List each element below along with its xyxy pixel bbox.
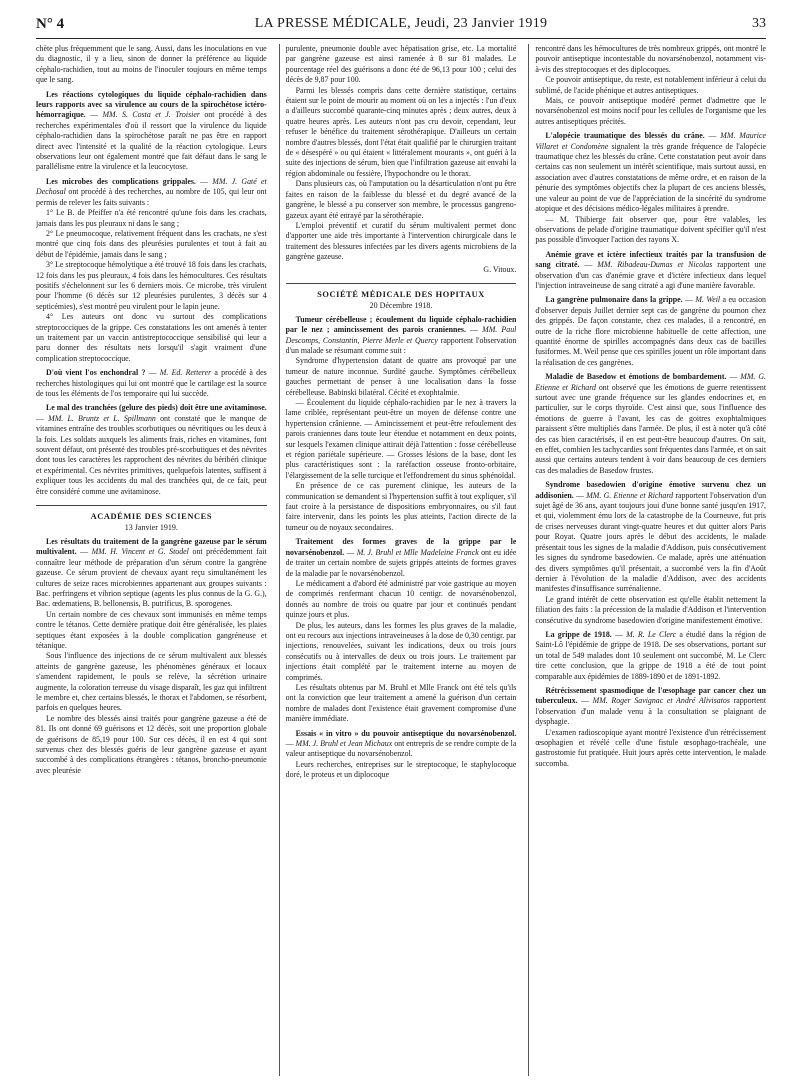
article-title: Les réactions cytologiques du liquide céphalo-rachidien dans leurs rapports avec sa virulence au cours de la spirochétose ictéro-hémorragique.	[36, 89, 267, 120]
article-title: Les résultats du traitement de la gangrène gazeuse par le sérum multivalent.	[36, 536, 267, 557]
column-1	[36, 44, 267, 1076]
section-title: SOCIÉTÉ MÉDICALE DES HOPITAUX	[286, 283, 517, 300]
article-os-enchondral: D'où vient l'os enchondral ? — M. Ed. Retterer a procédé à des recherches histologiques qui lui ont montré que le cartilage est la source de tous les éléments de l'os temporaire qui lui succède.	[36, 368, 267, 398]
article-title: La gangrène pulmonaire dans la grippe.	[545, 295, 683, 305]
article-text: ont observé que les émotions de guerre retentissent surtout avec une grande fréquence sur les glandes endocrines et, en particulier, sur le corps thyroïde. C'est ainsi que, sous l'influence des émotions de guerre à l'avant, les cas de goitres exophtalmiques paraissent s'être multipliés dans l'armée. De plus, il est à noter qu'à côté des cas bien caractérisés, il en est peut-être beaucoup d'autres. On sait, en effet, combien les tachycardies sont fréquentes dans l'armée, et on sait aussi que certains auteurs tendent à voir dans beaucoup de ces derniers cas des maladies de Basedow frustes.	[535, 382, 767, 475]
paragraph: 1° Le B. de Pfeiffer n'a été rencontré qu'une fois dans les crachats, jamais dans les pus pleuraux ni dans le sang ;	[36, 208, 267, 228]
article-authors: MM. J. Bruhl et Jean Michaux	[295, 739, 393, 748]
paragraph: Syndrome d'hypertension datant de quatre ans provoqué par une tumeur de nature inconnue. Surdité gauche. Symptômes cérébelleux gauches permettant de penser à une localisation dans la fosse cérébelleuse. Babinski bilatéral. Cécité et exophtalmie.	[285, 356, 517, 397]
article-authors: MM. Ribadeau-Dumas et Nicolas	[597, 260, 713, 270]
article-authors: M. J. Bruhl et Mlle Madeleine Franck	[356, 547, 479, 557]
article-authors: MM. Maurice Villaret et Condomène	[535, 131, 767, 151]
article-authors: MM. S. Costa et J. Troisier	[102, 110, 200, 120]
article-text: rapportent l'observation d'un sujet âgé de 36 ans, ayant toujours joui d'une bonne santé jusqu'en 1917, et qui, violemment ému lors de la catastrophe de la Courneuve, fut pris de crises nerveuses durant vingt-quatre heures et dut quitter alors Paris pour Royat. Quatre jours après le début des accidents, le malade présentait tous les signes de la maladie d'Addison, puis consécutivement les signes du syndrome basedowien. Ce malade, après une atténuation des divers symptômes qu'il présentait, a succombé vers la fin d'Août dernier à l'évolution de la maladie d'Addison, avec des accidents manifestes d'insuffisance surrénalienne.	[535, 490, 767, 594]
article-title: L'alopécie traumatique des blessés du crâne.	[545, 131, 705, 141]
article-title: Syndrome basedowien d'origine émotive survenu chez un addisonien.	[535, 480, 767, 500]
article-authors: MM. L. Bruntz et L. Spillmann	[48, 413, 156, 423]
paragraph: Sous l'influence des injections de ce sérum multivalent aux blessés atteints de gangrène gazeuse, les phénomènes généraux et locaux s'amendent rapidement, le pouls se relève, la sécrétion urinaire augmente, la coloration terreuse du visage disparaît, les gaz qui infiltrent le membre et, chez certains blessés, le thorax et l'abdomen, se résorbent, parfois en quelques heures.	[36, 651, 267, 713]
article-authors: M. Weil	[695, 295, 721, 305]
paragraph: L'examen radioscopique ayant montré l'existence d'un rétrécissement œsophagien et révélé celle d'une fistule œsophago-trachéale, une gastrostomie fut pratiquée. Huit jours après cette intervention, le malade succomba.	[535, 727, 767, 768]
section-title: ACADÉMIE DES SCIENCES	[36, 505, 267, 522]
article-title: D'où vient l'os enchondral ?	[46, 368, 146, 378]
article-text: ont eu idée de traiter un certain nombre de sujets grippés atteints de formes graves de la maladie par le novarsénobenzol.	[285, 547, 517, 578]
article-text: ont procédé à des recherches expérimentales d'où il ressort que la virulence du liquide céphalo-rachidien dans la spirochétose paraît ne pas être en rapport direct avec l'intensité et la qualité de la réaction cytologique. Leurs observations leur ont également montré que fait défaut dans le sang le parallélisme entre la virulence et la leucocytose.	[36, 110, 267, 172]
article-authors: MM. H. Vincent et G. Stodel	[91, 547, 189, 557]
article-title: Le mal des tranchées (gelure des pieds) doit être une avitaminose.	[46, 403, 267, 413]
article-authors: M. Ed. Retterer	[159, 368, 212, 378]
article-text: rapportent une observation d'un cas d'anémie grave et d'ictère infectieux dans lequel l'injection intraveineuse de sang citraté a agi d'une manière favorable.	[535, 260, 767, 290]
article-text: rapportent l'observation d'un malade venu à la consultation se plaignant de dysphagie.	[535, 696, 767, 727]
paragraph: Le médicament a d'abord été administré par voie gastrique au moyen de comprimés renfermant chacun 10 centigr. de novarsénobenzol, donnés au nombre de trois ou quatre par jour et continués pendant quinze jours et plus.	[285, 578, 517, 620]
paragraph: Mais, ce pouvoir antiseptique modéré permet d'admettre que le novarsénobenzol est moins nocif pour les cellules de l'organisme que les autres antiseptiques précités.	[535, 96, 767, 126]
paragraph: chète plus fréquemment que le sang. Aussi, dans les inoculations en vue du diagnostic, il y a lieu, sinon de donner la préférence au liquide céphalo-rachidien, tout au moins de l'inoculer toujours en même temps que le sang.	[36, 44, 267, 85]
column-3	[528, 44, 766, 1076]
article-authors: MM. G. Etienne et Richard	[586, 490, 674, 500]
paragraph: Le grand intérêt de cette observation est qu'elle établit nettement la filiation des faits : la précession de la maladie d'Addison et l'intervention consécutive du syndrome basedowien d'origine manifestement émotive.	[535, 594, 767, 625]
article-title: Rétrécissement spasmodique de l'œsophage par cancer chez un tuberculeux.	[535, 685, 767, 706]
article-text: rapportent l'observation d'un malade se résumant comme suit :	[285, 335, 517, 355]
article-essais-in-vitro: Essais « in vitro » du pouvoir antiseptique du novarsénobenzol. — MM. J. Bruhl et Jean Michaux ont entrepris de se rendre compte de la valeur antiseptique du novarsénobenzol.	[285, 728, 517, 759]
article-text: a étudié dans la région de Saint-Lô l'épidémie de grippe de 1918. De ses observations, portant sur un total de 549 malades dont 10 seulement ont succombé, M. Le Clerc tire cette conclusion, que la grippe de 1918 a été de tout point comparable aux épidémies de 1889-1890 et de 1891-1892.	[535, 629, 767, 681]
article-text: a eu occasion d'observer depuis Juillet dernier sept cas de gangrène du poumon chez des grippés. De façon constante, chez ces malades, il a rencontré, en outre de la riche flore microbienne habituelle de cette affection, une quantité énorme de spirilles accompagnés dans deux cas de bacilles fusiformes. M. Weil pense que ces spirilles jouent un rôle important dans la réalisation de ces gangrènes.	[535, 295, 767, 367]
article-authors: MM. G. Etienne et Richard	[535, 372, 767, 392]
article-text: ont procédé à des recherches, au nombre de 105, qui leur ont permis de relever les faits suivants :	[36, 187, 267, 207]
article-alopecie: L'alopécie traumatique des blessés du crâne. — MM. Maurice Villaret et Condomène signalent la très grande fréquence de l'alopécie traumatique chez les blessés du crâne. Cette constatation peut avoir dans certains cas non seulement un intérêt scientifique, mais surtout aussi, en association avec d'autres constatations de même ordre, et en raison de la pénurie des symptômes objectifs chez la plupart de ces anciens blessés, une valeur au point de vue de l'appréciation de la sincérité du syndrome atopique et des décisions médico-légales militaires à prendre.	[535, 131, 767, 214]
paragraph: — Écoulement du liquide céphalo-rachidien par le nez à travers la lame criblée, représentant peut-être un moyen de défense contre une hypertension crânienne. — Amincissement et peut-être refoulement des parois craniennes dans toute leur étendue et notamment en deux points, sur lesquels l'examen clinique attirait déjà l'attention : fosse cérébelleuse et région pariétale supérieure. — Grosses lésions de la base, dont les plus caractéristiques sont : la raréfaction osseuse fronto-orbitaire, l'élargissement de la selle turcique et l'effondrement du sinus sphénoïdal.	[285, 398, 517, 480]
issue-number: N° 4	[36, 16, 65, 32]
article-tumeur-cerebelleuse: Tumeur cérébelleuse ; écoulement du liquide céphalo-rachidien par le nez ; amincissement des parois craniennes. — MM. Paul Descomps, Constantin, Pierre Merle et Quercy rapportent l'observation d'un malade se résumant comme suit :	[285, 314, 517, 355]
article-text: ont précédemment fait connaître leur méthode de préparation d'un sérum contre la gangrène gazeuse. Ce sérum provient de chevaux ayant reçu simultanément les cultures de seize races microbiennes appartenant aux groupes suivants : Bac. perfringens et vibrion septique (agents les plus connus de la G. G.), Bac. œdematiens, B. bellonensis, B. putrificus, B. sporogenes.	[36, 547, 267, 609]
article-authors: M. R. Le Clerc	[626, 629, 677, 639]
article-mal-tranchees: Le mal des tranchées (gelure des pieds) doit être une avitaminose. — MM. L. Bruntz et L. Spillmann ont constaté que le manque de vitamines entraîne des troubles scorbutiques ou névritiques ou les deux à la fois. Les soldats auxquels les aliments frais, riches en vitamines, font souvent défaut, ont présenté des troubles pré-scorbutiques et des névrites dont tous les caractères les rapprochent des névrites du béribéri clinique et expérimental. Ces névrites primitives, quelquefois latentes, suffisent à expliquer tous les accidents du mal des tranchées qui, de ce fait, peut être considéré comme une avitaminose.	[36, 403, 267, 496]
article-basedow-bombardement: Maladie de Basedow et émotions de bombardement. — MM. G. Etienne et Richard ont observé que les émotions de guerre retentissent surtout avec une grande fréquence sur les glandes endocrines et, en particulier, sur le corps thyroïde. C'est ainsi que, sous l'influence des émotions de guerre à l'avant, les cas de goitres exophtalmiques paraissent s'être multipliés dans l'armée. De plus, il est à noter qu'à côté des cas bien caractérisés, il en est peut-être beaucoup d'autres. On sait, en effet, combien les tachycardies sont fréquentes dans l'armée, et on sait aussi que certains auteurs tendent à voir dans beaucoup de ces derniers cas des maladies de Basedow frustes.	[535, 372, 767, 475]
paragraph: Parmi les blessés compris dans cette dernière statistique, certains étaient sur le point de mourir au moment où on les a injectés : l'un d'eux a d'ailleurs succombé quarante-cinq minutes après ; deux autres, deux à quatre heures après. Les auteurs n'ont pas cru devoir, cependant, leur refuser le bénéfice du traitement sérothérapique. D'ailleurs un certain nombre d'autres blessés, dont l'état était qualifié par le chirurgien traitant de « désespéré » ou qui étaient « littéralement mourants », ont guéri à la suite des injections de sérum, bien que l'infiltration gazeuse ait envahi la région abdominale ou fessière, l'hypochondre ou le thorax.	[285, 85, 517, 178]
paragraph: Dans plusieurs cas, où l'amputation ou la désarticulation n'ont pu être faites en raison de la faiblesse du blessé et du degré avancé de la gangrène, le blessé a pu conserver son membre, le processus gangreno-gazeux ayant été enrayé par la sérothérapie.	[285, 179, 517, 220]
article-syndrome-basedowien: Syndrome basedowien d'origine émotive survenu chez un addisonien. — MM. G. Etienne et Richard rapportent l'observation d'un sujet âgé de 36 ans, ayant toujours joui d'une bonne santé jusqu'en 1917, et qui, violemment ému lors de la catastrophe de la Courneuve, fut pris de crises nerveuses durant vingt-quatre heures et dut quitter alors Paris pour Royat. Quatre jours après le début des accidents, le malade présentait tous les signes de la maladie d'Addison, puis consécutivement les signes du syndrome basedowien. Ce malade, après une atténuation des divers symptômes qu'il présentait, a succombé vers la fin d'Août dernier à l'évolution de la maladie d'Addison, avec des accidents manifestes d'insuffisance surrénalienne.	[535, 480, 767, 594]
article-retrecissement-oesophage: Rétrécissement spasmodique de l'œsophage par cancer chez un tuberculeux. — MM. Roger Savignac et André Alivisatos rapportent l'observation d'un malade venu à la consultation se plaignant de dysphagie.	[535, 685, 767, 727]
article-authors: MM. Roger Savignac et André Alivisatos	[592, 696, 730, 706]
paragraph: Un certain nombre de ces chevaux sont immunisés en même temps contre le tétanos. Cette dernière pratique doit être généralisée, les plaies septiques étant exposées à la double complication gangréneuse et tétanique.	[36, 609, 267, 650]
article-grippe-1918: La grippe de 1918. — M. R. Le Clerc a étudié dans la région de Saint-Lô l'épidémie de grippe de 1918. De ses observations, portant sur un total de 549 malades dont 10 seulement ont succombé, M. Le Clerc tire cette conclusion, que la grippe de 1918 a été de tout point comparable aux épidémies de 1889-1890 et de 1891-1892.	[535, 629, 767, 681]
article-microbes-grippe: Les microbes des complications grippales. — MM. J. Gaté et Dechosal ont procédé à des recherches, au nombre de 105, qui leur ont permis de relever les faits suivants :	[36, 176, 267, 207]
paragraph: Les résultats obtenus par M. Bruhl et Mlle Franck ont été tels qu'ils ont la conviction que leur traitement a amené la guérison d'un certain nombre de malades dont l'existence était gravement compromise d'une manière immédiate.	[285, 682, 517, 724]
paragraph: Le nombre des blessés ainsi traités pour gangrène gazeuse a été de 81. Ils ont donné 69 guérisons et 12 décès, soit une proportion globale de guérisons de 85,19 pour 100. Sur ces décès, il en est 4 qui sont survenus chez des blessés guéris de leur gangrène gazeuse et ayant succombé à des complications étrangères : tétanos, broncho-pneumonie avec pleurésie	[36, 713, 267, 775]
paragraph: purulente, pneumonie double avec hépatisation grise, etc. La mortalité par gangrène gazeuse est ainsi ramenée à 8 sur 81 malades. Le pourcentage réel des guérisons a donc été de 96,13 pour 100 ; celui des décès de 9,87 pour 100.	[285, 44, 517, 85]
paragraph: Leurs recherches, entreprises sur le streptocoque, le staphylocoque doré, le proteus et un diplocoque	[285, 759, 517, 780]
article-authors: MM. Paul Descomps, Constantin, Pierre Merle et Quercy	[285, 325, 517, 345]
page-header	[36, 16, 766, 39]
column-2	[279, 44, 517, 1076]
journal-title: LA PRESSE MÉDICALE, Jeudi, 23 Janvier 1919	[254, 16, 548, 31]
article-text: ont constaté que le manque de vitamines entraîne des troubles scorbutiques ou névritiques ou les deux à la fois. Les soldats auxquels les aliments frais, riches en vitamines, font souvent défaut, ont présenté des troubles pré-scorbutiques et des névrites dont tous les caractères les rapprochent des névrites du béribéri clinique et expérimental. Ces névrites primitives, quelquefois latentes, suffisent à expliquer tous les accidents du mal des tranchées qui, de ce fait, peut être considéré comme une avitaminose.	[36, 413, 267, 496]
paragraph: Ce pouvoir antiseptique, du reste, est notablement inférieur à celui du sublimé, de l'acide phénique et autres antiseptiques.	[535, 75, 767, 95]
paragraph: — M. Thibierge fait observer que, pour être valables, les observations de pelade d'origine traumatique doivent spécifier qu'il n'est pas possible d'invoquer l'action des rayons X.	[535, 214, 767, 245]
article-gangrene-serum: Les résultats du traitement de la gangrène gazeuse par le sérum multivalent. — MM. H. Vincent et G. Stodel ont précédemment fait connaître leur méthode de préparation d'un sérum contre la gangrène gazeuse. Ce sérum provient de chevaux ayant reçu simultanément les cultures de seize races microbiennes appartenant aux groupes suivants : Bac. perfringens et vibrion septique (agents les plus connus de la G. G.), Bac. œdematiens, B. bellonensis, B. putrificus, B. sporogenes.	[36, 536, 267, 609]
paragraph: De plus, les auteurs, dans les formes les plus graves de la maladie, ont eu recours aux injections intraveineuses à la dose de 0,30 centigr. par injections, renouvelées, suivant les indications, deux ou trois jours consécutifs ou à intervalles de deux ou trois jours. Le traitement par injections était complété par le traitement interne au moyen de comprimés.	[285, 620, 517, 682]
article-title: Anémie grave et ictère infectieux traités par la transfusion de sang citraté.	[535, 249, 767, 270]
paragraph: En présence de ce cas purement clinique, les auteurs de la communication se demandent si l'hypertension suffit à tout expliquer, s'il faut croire à la persistance de dispositions embryonnaires, ou s'il faut faire intervenir, dans les points les plus atteints, l'action directe de la tumeur ou de noyaux secondaires.	[285, 481, 517, 532]
article-gangrene-pulmonaire: La gangrène pulmonaire dans la grippe. — M. Weil a eu occasion d'observer depuis Juillet dernier sept cas de gangrène du poumon chez des grippés. De façon constante, chez ces malades, il a rencontré, en outre de la riche flore microbienne habituelle de cette affection, une quantité énorme de spirilles accompagnés dans deux cas de bacilles fusiformes. M. Weil pense que ces spirilles jouent un rôle important dans la réalisation de ces gangrènes.	[535, 295, 767, 367]
text-columns	[36, 44, 766, 1076]
article-title: Maladie de Basedow et émotions de bombardement.	[545, 372, 727, 382]
article-text: signalent la très grande fréquence de l'alopécie traumatique chez les blessés du crâne. Cette constatation peut avoir dans certains cas non seulement un intérêt scientifique, mais surtout aussi, en association avec d'autres constatations de même ordre, et en raison de la pénurie des symptômes objectifs chez la plupart de ces anciens blessés, une valeur au point de vue de l'appréciation de la sincérité du syndrome atopique et des décisions médico-légales militaires à prendre.	[535, 141, 767, 214]
paragraph: 3° Le streptocoque hémolytique a été trouvé 18 fois dans les crachats, 12 fois dans les pus pleuraux, 4 fois dans les hémocultures. Ces résultats positifs s'échelonnent sur les 6 derniers mois. Ce microbe, très virulent pour l'homme (6 décès sur 12 pleurésies purulentes, 3 décès sur 4 septicémies), s'est montré peu virulent pour le lapin jeune.	[36, 260, 267, 311]
article-title: La grippe de 1918.	[545, 629, 612, 639]
article-text: a procédé à des recherches histologiques qui lui ont montré que le cartilage est la source de tous les éléments de l'os temporaire qui lui succède.	[36, 368, 267, 398]
section-date: 20 Décembre 1918.	[369, 301, 433, 311]
paragraph: 2° Le pneumocoque, relativement fréquent dans les crachats, ne s'est montré que cinq fois dans des pleurésies purulentes et tout à fait au début de l'épidémie, jamais dans le sang ;	[36, 228, 267, 259]
page-number: 33	[752, 16, 766, 31]
article-title: Tumeur cérébelleuse ; écoulement du liquide céphalo-rachidien par le nez ; amincissement des parois craniennes.	[285, 314, 517, 335]
paragraph: 4° Les auteurs ont donc vu surtout des complications streptococciques de la grippe. Ces constatations les ont amenés à tenter un traitement par un vaccin antistreptococcique sensibilisé qui leur a paru donner des résultats nets lorsqu'il s'agit vraiment d'une complication streptococcique.	[36, 312, 267, 363]
paragraph: rencontré dans les hémocultures de très nombreux grippés, ont montré le pouvoir antiseptique incontestable du novarsénobenzol, notamment vis-à-vis des streptocoques et des diplocoques.	[535, 44, 767, 74]
article-cytologie: Les réactions cytologiques du liquide céphalo-rachidien dans leurs rapports avec sa virulence au cours de la spirochétose ictéro-hémorragique. — MM. S. Costa et J. Troisier ont procédé à des recherches expérimentales d'où il ressort que la virulence du liquide céphalo-rachidien dans la spirochétose paraît ne pas être en rapport direct avec l'intensité et la qualité de la réaction cytologique. Leurs observations leur ont également montré que fait défaut dans le sang le parallélisme entre la virulence et la leucocytose.	[36, 89, 267, 172]
article-text: ont entrepris de se rendre compte de la valeur antiseptique du novarsénobenzol.	[285, 739, 517, 759]
article-title: Essais « in vitro » du pouvoir antiseptique du novarsénobenzol.	[295, 728, 517, 738]
article-grippe-novarsenobenzol: Traitement des formes graves de la grippe par le novarsénobenzol. — M. J. Bruhl et Mlle Madeleine Franck ont eu idée de traiter un certain nombre de sujets grippés atteints de formes graves de la maladie par le novarsénobenzol.	[285, 537, 517, 578]
article-title: Traitement des formes graves de la grippe par le novarsénobenzol.	[285, 537, 517, 557]
section-date: 13 Janvier 1919.	[124, 523, 178, 533]
signature: G. Vitoux.	[483, 264, 517, 274]
article-title: Les microbes des complications grippales.	[46, 176, 196, 186]
paragraph: L'emploi préventif et curatif du sérum multivalent permet donc d'apporter une aide très importante à l'intervention chirurgicale dans le traitement des blessures infectées par les divers agents microbiens de la gangrène gazeuse.	[285, 220, 517, 262]
article-anemie-transfusion: Anémie grave et ictère infectieux traités par la transfusion de sang citraté. — MM. Ribadeau-Dumas et Nicolas rapportent une observation d'un cas d'anémie grave et d'ictère infectieux dans lequel l'injection intraveineuse de sang citraté a agi d'une manière favorable.	[535, 249, 767, 290]
article-authors: MM. J. Gaté et Dechosal	[36, 176, 267, 197]
